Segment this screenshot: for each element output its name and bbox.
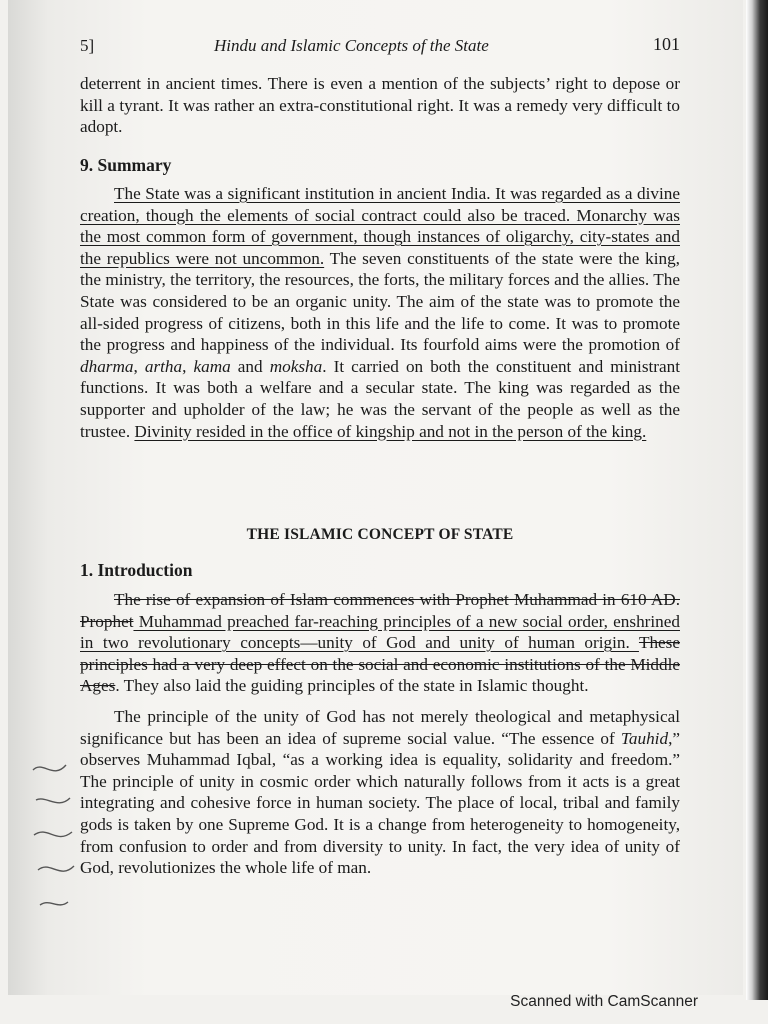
summary-sentence-3: . It carried on both the constituent and ministrant functions. It was both a welfare and a secular state. The king was regarded as the supporter and upholder of the law; he was the servant of the people as well as the trustee. (80, 356, 680, 441)
summary-heading: 9. Summary (80, 155, 172, 175)
handwritten-margin-notes (28, 740, 88, 920)
term-dharma: dharma (80, 356, 134, 376)
summary-sentence-2: The seven constituents of the state were the king, the ministry, the territory, the resources, the forts, the military forces and the allies. The State was considered to be an organic unity. The aim of the state was to promote the all-sided progress of citizens, both in this life and the life to come. It was to promote the progress and happiness of the individual. Its fourfold aims were the promotion of (80, 248, 680, 355)
summary-paragraph: The State was a significant institution in ancient India. It was regarded as a divine creation, though the elements of social contract could also be traced. Monarchy was the most common form of government, though instances of oligarchy, city-states and the republics were not uncommon. The seven constituents of the state were the king, the ministry, the territory, the resources, the forts, the military forces and the allies. The State was considered to be an organic unity. The aim of the state was to promote the all-sided progress of citizens, both in this life and the life to come. It was to promote the progress and happiness of the individual. Its fourfold aims were the promotion of dharma, artha, kama and moksha. It carried on both the constituent and ministrant functions. It was both a welfare and a secular state. The king was regarded as the supporter and upholder of the law; he was the servant of the people as well as the trustee. Divinity resided in the office of kingship and not in the person of the king. (80, 184, 680, 441)
summary-body (80, 183, 680, 442)
tauhid-sentence-a: The principle of the unity of God has not merely theological and metaphysical significance but has been an idea of supreme social value. “The essence of (80, 706, 680, 748)
term-kama: kama (193, 356, 231, 376)
islamic-intro-body (80, 589, 680, 879)
book-binding-edge (746, 0, 768, 1000)
page-number: 101 (653, 34, 680, 54)
underlined-sentence: Muhammad preached far-reaching principles of a new social order, enshrined in two revolutionary concepts—unity of God and unity of human origin. (80, 611, 680, 653)
islamic-paragraph-2 (80, 706, 680, 879)
struck-phrase: These principles had a very deep effect on the social and economic institutions of the Middle Ages (80, 633, 680, 696)
page-header (80, 34, 680, 60)
intro-paragraph (80, 73, 680, 138)
islamic-section-heading: THE ISLAMIC CONCEPT OF STATE (246, 526, 514, 543)
term-artha: artha (144, 356, 183, 376)
term-tauhid: Tauhid (620, 728, 669, 748)
running-title: Hindu and Islamic Concepts of the State (214, 36, 489, 55)
summary-sentence-4: Divinity resided in the office of kingship and not in the person of the king. (134, 421, 647, 441)
scanner-watermark: Scanned with CamScanner (510, 993, 698, 1010)
margin-scribble (28, 740, 88, 920)
term-moksha: moksha (269, 356, 323, 376)
and-word: and (237, 356, 263, 376)
intro-text: deterrent in ancient times. There is even a mention of the subjects’ right to depose or kill a tyrant. It was rather an extra-constitutional right. It was a remedy very difficult to adopt. (80, 74, 680, 137)
closing-sentence: . They also laid the guiding principles of the state in Islamic thought. (115, 676, 589, 696)
tauhid-sentence-b: ,” observes Muhammad Iqbal, “as a working idea is equality, solidarity and freedom.” The principle of unity in cosmic order which naturally follows from it acts is a great integrating and cohesive force in human society. The place of local, tribal and family gods is taken by one Supreme God. It is a change from heterogeneity to homogeneity, from confusion to order and from diversity to unity. In fact, the very idea of unity of God, revolutionizes the whole life of man. (80, 728, 680, 878)
struck-sentence: The rise of expansion of Islam commences with Prophet Muhammad in 610 AD. Prophet (80, 590, 680, 631)
introduction-heading: 1. Introduction (80, 560, 193, 580)
islamic-paragraph-1 (80, 589, 680, 697)
summary-sentence-1: The State was a significant institution in ancient India. It was regarded as a divine creation, though the elements of social contract could also be traced. Monarchy was the most common form of government, though instances of oligarchy, city-states and the republics were not uncommon. (80, 184, 680, 268)
chapter-number: 5] (80, 36, 95, 55)
